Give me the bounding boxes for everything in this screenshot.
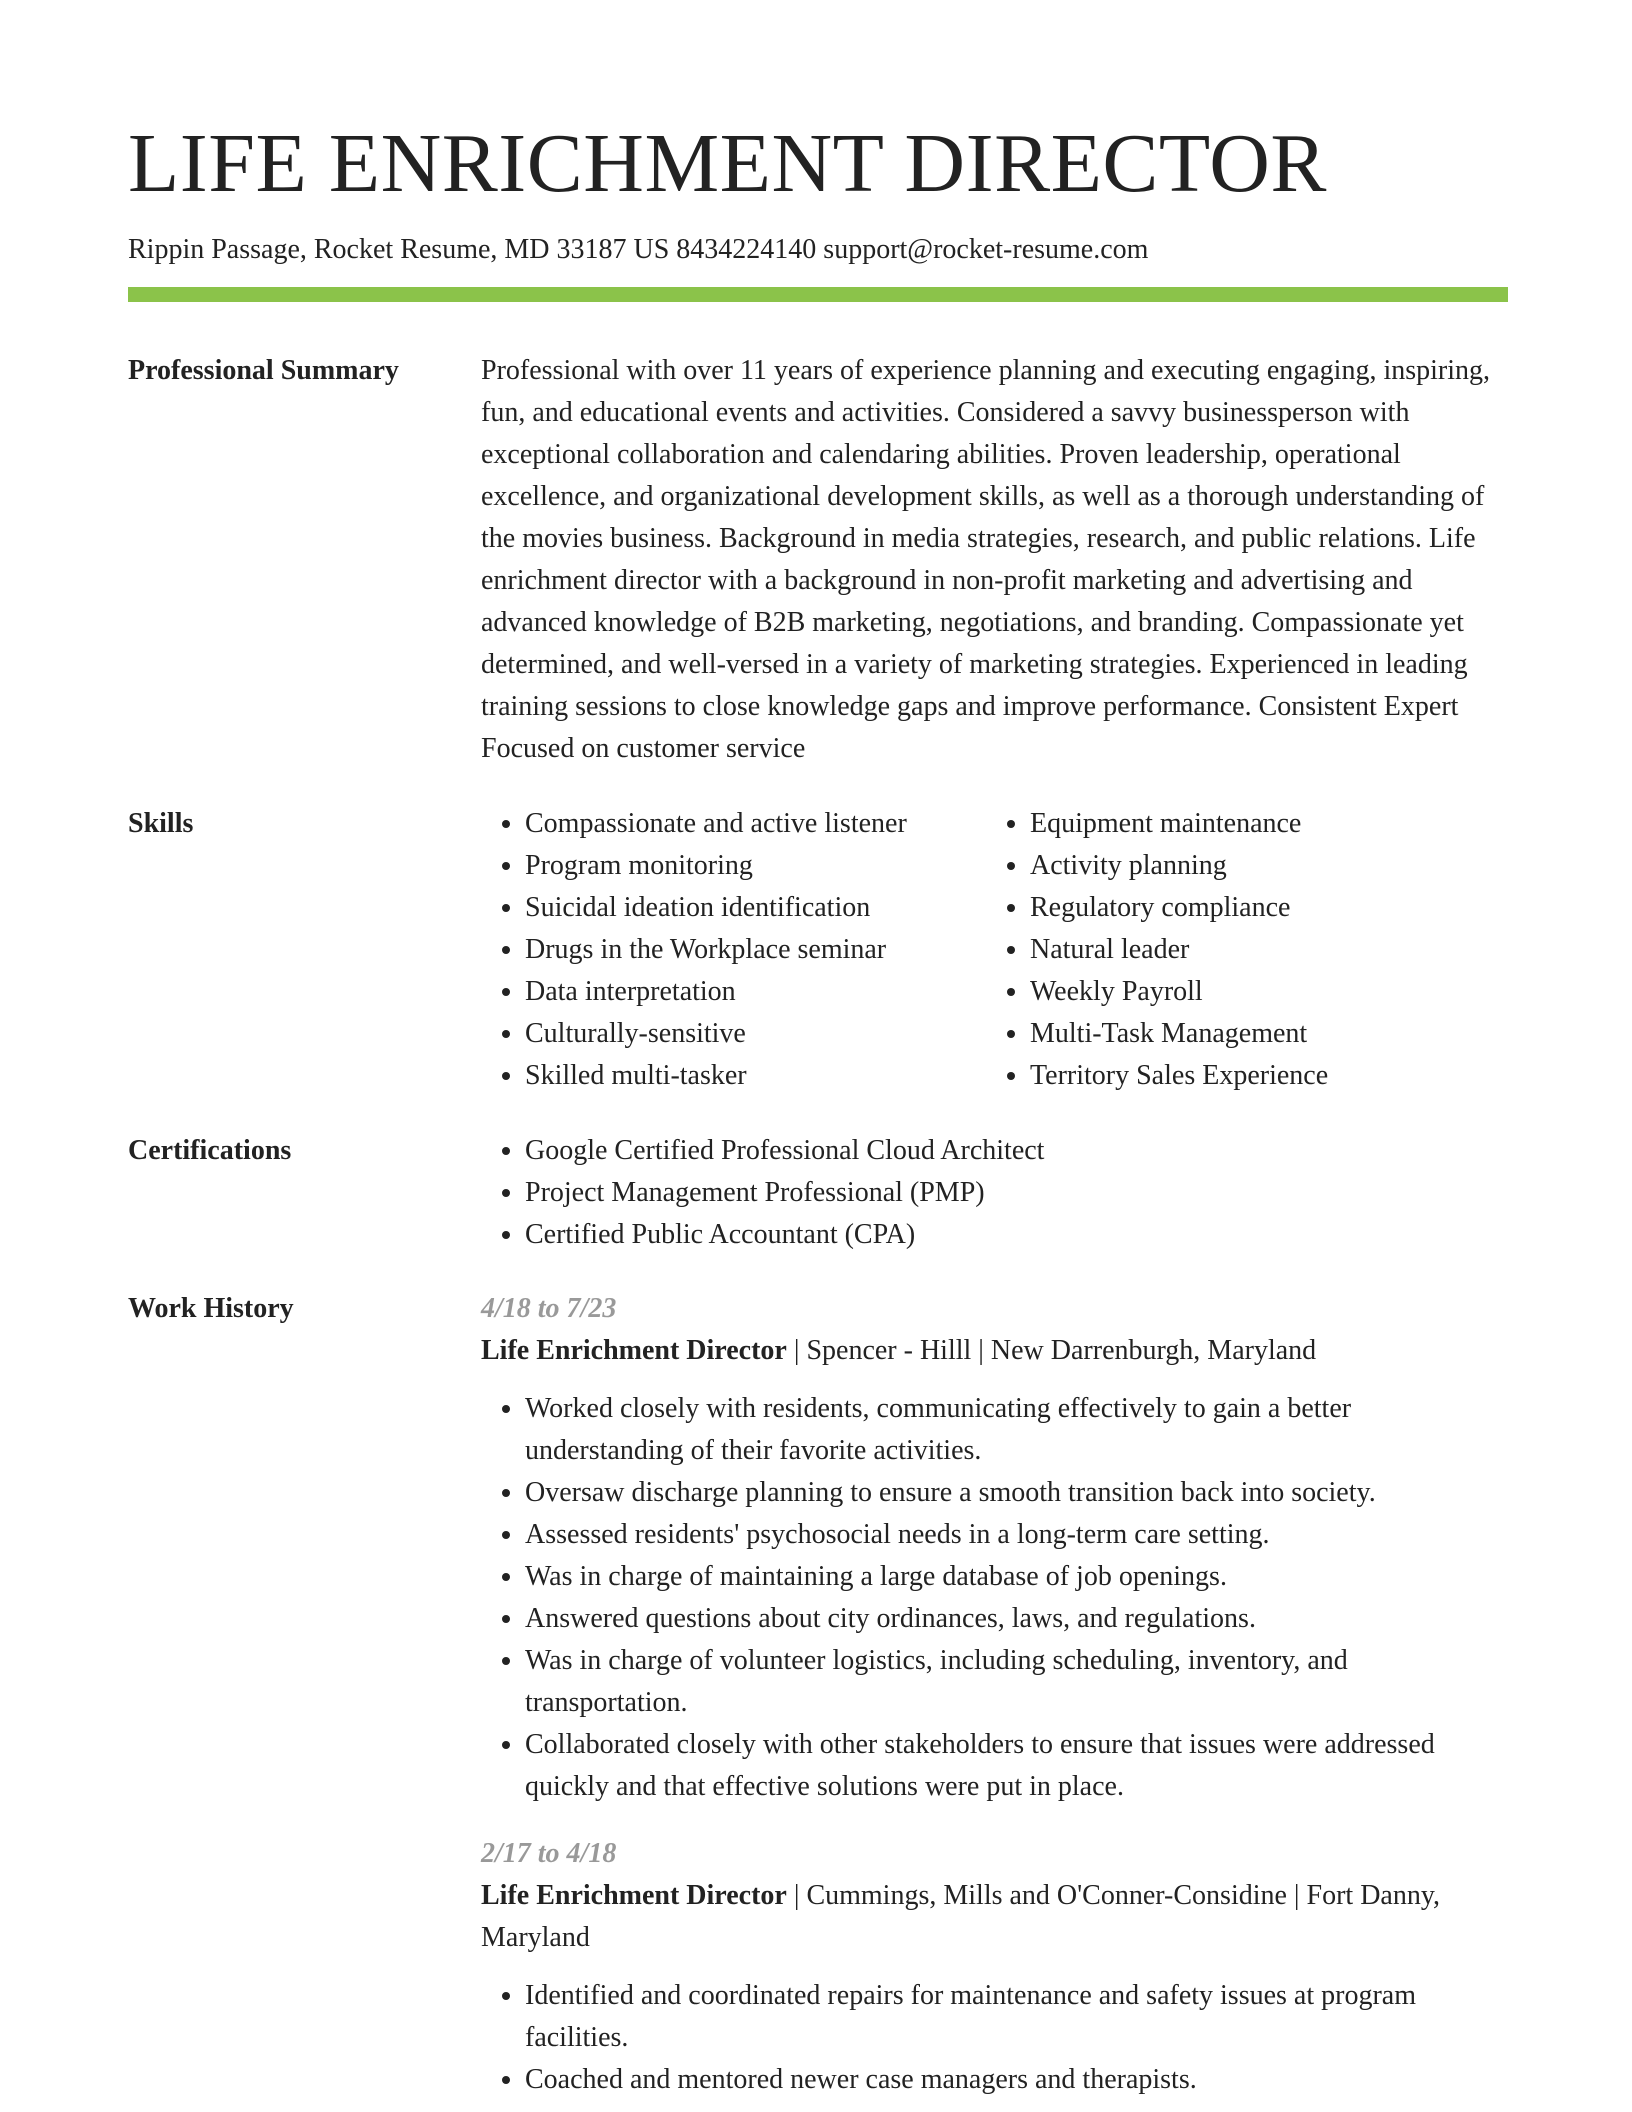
- skill-item: • Compassionate and active listener: [525, 803, 986, 845]
- job-dates: 4/18 to 7/23: [481, 1293, 617, 1324]
- summary-heading: Professional Summary: [128, 355, 399, 386]
- job-duty: • Was in charge of volunteer logistics, including scheduling, inventory, and transportation.: [525, 1640, 1511, 1724]
- skill-item: • Natural leader: [1030, 929, 1550, 971]
- job-duty: • Worked closely with residents, communicating effectively to gain a better understanding of their favorite activities.: [525, 1388, 1511, 1472]
- job-role: Life Enrichment Director: [481, 1335, 787, 1366]
- job-duty: • Oversaw discharge planning to ensure a smooth transition back into society.: [525, 1472, 1511, 1514]
- skill-item: • Program monitoring: [525, 845, 986, 887]
- job-entry: [481, 1288, 1511, 1808]
- skill-item: • Skilled multi-tasker: [525, 1055, 986, 1097]
- skills-list-left: [481, 803, 986, 1097]
- skill-item: • Drugs in the Workplace seminar: [525, 929, 986, 971]
- skill-item: • Suicidal ideation identification: [525, 887, 986, 929]
- job-duty: • Was in charge of maintaining a large database of job openings.: [525, 1556, 1511, 1598]
- job-duty: • Assessed residents' psychosocial needs in a long-term care setting.: [525, 1514, 1511, 1556]
- certification-item: • Google Certified Professional Cloud Architect: [525, 1130, 1511, 1172]
- contact-line: Rippin Passage, Rocket Resume, MD 33187 US 8434224140 support@rocket-resume.com: [128, 234, 1149, 265]
- resume-title: LIFE ENRICHMENT DIRECTOR: [128, 117, 1327, 210]
- work-history-heading: Work History: [128, 1293, 294, 1324]
- job-duty: • Answered questions about city ordinances, laws, and regulations.: [525, 1598, 1511, 1640]
- skill-item: • Territory Sales Experience: [1030, 1055, 1550, 1097]
- certifications-heading: Certifications: [128, 1135, 292, 1166]
- skill-item: • Regulatory compliance: [1030, 887, 1550, 929]
- skills-list-right: [986, 803, 1550, 1097]
- skill-item: • Equipment maintenance: [1030, 803, 1550, 845]
- accent-divider: [128, 287, 1508, 302]
- job-duties-list: [481, 1975, 1511, 2101]
- job-entry: [481, 1833, 1511, 2101]
- summary-text: Professional with over 11 years of experience planning and executing engaging, inspiring, fun, and educational events and activities. Considered a savvy businessperson with exceptional collaboration and calendaring abilities. Proven leadership, operational excellence, and organizational development skills, as well as a thorough understanding of the movies business. Background in media strategies, research, and public relations. Life enrichment director with a background in non-profit marketing and advertising and advanced knowledge of B2B marketing, negotiations, and branding. Compassionate yet determined, and well-versed in a variety of marketing strategies. Experienced in leading training sessions to close knowledge gaps and improve performance. Consistent Expert Focused on customer service: [481, 355, 1491, 764]
- skill-item: • Activity planning: [1030, 845, 1550, 887]
- job-employer-location: | Spencer - Hilll | New Darrenburgh, Maryland: [786, 1335, 1317, 1366]
- skills-section: [481, 803, 1511, 1097]
- skills-heading: Skills: [128, 808, 194, 839]
- job-duty: • Coached and mentored newer case managers and therapists.: [525, 2059, 1511, 2101]
- job-duties-list: [481, 1388, 1511, 1808]
- summary-section: [481, 350, 1511, 770]
- certifications-list: [481, 1130, 1511, 1256]
- skill-item: • Data interpretation: [525, 971, 986, 1013]
- job-duty: • Collaborated closely with other stakeholders to ensure that issues were addressed quickly and that effective solutions were put in place.: [525, 1724, 1511, 1808]
- skill-item: • Multi-Task Management: [1030, 1013, 1550, 1055]
- certifications-section: [481, 1130, 1511, 1256]
- job-role: Life Enrichment Director: [481, 1880, 787, 1911]
- job-duty: • Identified and coordinated repairs for maintenance and safety issues at program facilities.: [525, 1975, 1511, 2059]
- certification-item: • Certified Public Accountant (CPA): [525, 1214, 1511, 1256]
- skill-item: • Culturally-sensitive: [525, 1013, 986, 1055]
- job-title-line: [481, 1330, 1511, 1372]
- job-employer-location: | Cummings, Mills and O'Conner-Considine | Fort Danny, Maryland: [481, 1880, 1441, 1953]
- certification-item: • Project Management Professional (PMP): [525, 1172, 1511, 1214]
- job-dates: 2/17 to 4/18: [481, 1838, 617, 1869]
- job-title-line: [481, 1875, 1511, 1959]
- skill-item: • Weekly Payroll: [1030, 971, 1550, 1013]
